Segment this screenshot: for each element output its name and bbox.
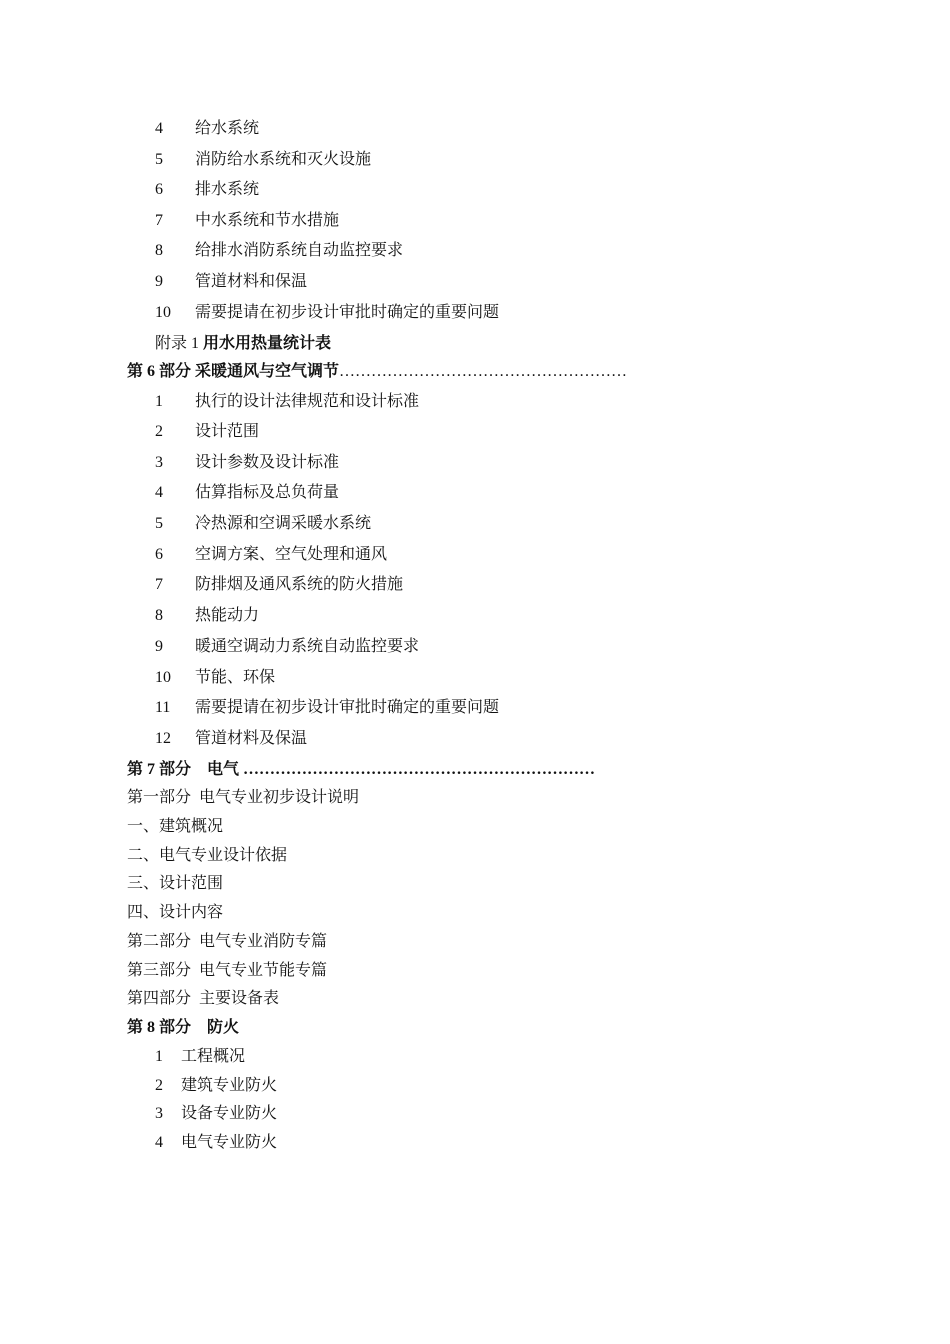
section-heading: 第 7 部分 电气 ………………………………………………………… xyxy=(127,761,596,778)
appendix-entry xyxy=(155,334,331,354)
toc-item: 12 管道材料及保温 xyxy=(155,730,308,747)
appendix-prefix: 附录 1 xyxy=(155,335,204,352)
toc-item: 第四部分 主要设备表 xyxy=(127,990,280,1007)
toc-item: 6 排水系统 xyxy=(155,181,260,198)
toc-item: 8 热能动力 xyxy=(155,607,260,624)
section-heading: 第 8 部分 防火 xyxy=(127,1019,240,1036)
toc-item: 第一部分 电气专业初步设计说明 xyxy=(127,789,360,806)
toc-item: 9 管道材料和保温 xyxy=(155,273,308,290)
toc-item: 四、设计内容 xyxy=(127,904,224,921)
toc-item: 3 设备专业防火 xyxy=(155,1105,278,1122)
toc-item: 2 建筑专业防火 xyxy=(155,1077,278,1094)
toc-item: 二、电气专业设计依据 xyxy=(127,847,288,864)
toc-item: 10 节能、环保 xyxy=(155,669,276,686)
toc-item: 5 消防给水系统和灭火设施 xyxy=(155,151,372,168)
toc-item: 第二部分 电气专业消防专篇 xyxy=(127,933,328,950)
leader-dots: ………………………………………………………… xyxy=(243,761,596,778)
toc-item: 3 设计参数及设计标准 xyxy=(155,454,340,471)
toc-item: 1 工程概况 xyxy=(155,1048,246,1065)
appendix-title: 用水用热量统计表 xyxy=(203,335,332,352)
toc-item: 6 空调方案、空气处理和通风 xyxy=(155,546,388,563)
toc-item: 11 需要提请在初步设计审批时确定的重要问题 xyxy=(155,699,500,716)
toc-item: 7 中水系统和节水措施 xyxy=(155,212,340,229)
toc-item: 2 设计范围 xyxy=(155,423,260,440)
toc-item: 4 估算指标及总负荷量 xyxy=(155,484,340,501)
toc-item: 9 暖通空调动力系统自动监控要求 xyxy=(155,638,420,655)
toc-item: 4 给水系统 xyxy=(155,120,260,137)
toc-item: 1 执行的设计法律规范和设计标准 xyxy=(155,393,420,410)
toc-item: 三、设计范围 xyxy=(127,875,224,892)
toc-item: 8 给排水消防系统自动监控要求 xyxy=(155,242,404,259)
toc-item: 10 需要提请在初步设计审批时确定的重要问题 xyxy=(155,304,500,321)
toc-item: 5 冷热源和空调采暖水系统 xyxy=(155,515,372,532)
leader-dots: ……………………………………………… xyxy=(339,363,628,380)
toc-item: 一、建筑概况 xyxy=(127,818,224,835)
section-heading: 第 6 部分 采暖通风与空气调节……………………………………………… xyxy=(127,363,628,380)
toc-item: 第三部分 电气专业节能专篇 xyxy=(127,962,328,979)
toc-item: 4 电气专业防火 xyxy=(155,1134,278,1151)
toc-item: 7 防排烟及通风系统的防火措施 xyxy=(155,576,404,593)
